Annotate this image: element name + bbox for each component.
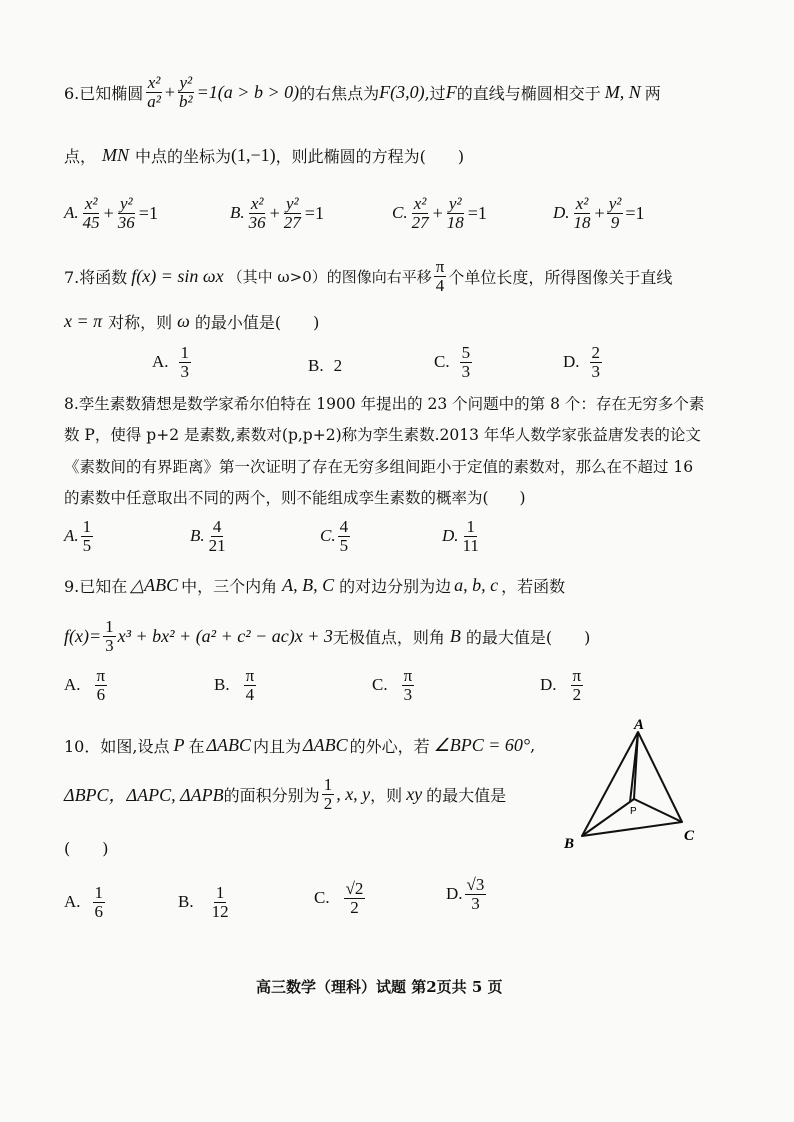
segment-cp — [634, 799, 682, 822]
vertex-a-label: A — [634, 717, 645, 733]
q7-line2: x = π 对称，则 ω 的最小值是( ) — [64, 311, 320, 332]
q6-option-a[interactable]: A. $\frac{\text{x²}}{45}$ + $\frac{\text{y²}}{36}$ =1 — [64, 194, 158, 232]
page-footer: 高三数学（理科）试题 第2页共 5 页 — [256, 978, 503, 996]
triangle-figure — [556, 714, 706, 856]
q7-option-b[interactable]: B. 2 — [308, 356, 343, 375]
q7-option-c[interactable]: C. $\frac{5}{3}$ — [434, 343, 471, 381]
q10-line1: 10．如图,设点 P 在 ΔABC 内且为 ΔABC 的外心，若 ∠BPC = 60° , — [64, 735, 536, 756]
q8-line4: 的素数中任意取出不同的两个，则不能组成孪生素数的概率为( ) — [64, 489, 526, 507]
q8-line1: 8.孪生素数猜想是数学家希尔伯特在 1900 年提出的 23 个问题中的第 8 个：存在无穷多个素 — [64, 395, 705, 413]
q8-option-b[interactable]: B. $\frac{4}{21}$ — [190, 517, 226, 555]
q6-y2-over-b2: $\frac{\text{y²}}{\text{b²}}$ — [179, 73, 193, 111]
q7-option-d[interactable]: D. $\frac{2}{3}$ — [563, 343, 601, 381]
q9-option-d[interactable]: D. $\frac{\pi}{2}$ — [540, 666, 582, 704]
q6-line2: 点， MN 中点的坐标为 (1,−1) ，则此椭圆的方程为( ) — [64, 145, 465, 166]
q7-line1: 7.将函数 f(x) = sin ωx （其中 ω>0）的图像向右平移 $\frac{\pi}{4}$ 个单位长度，所得图像关于直线 — [64, 257, 673, 295]
q8-line3: 《素数间的有界距离》第一次证明了存在无穷多组间距小于定值的素数对，那么在不超过 16 — [64, 458, 694, 476]
q6-option-b[interactable]: B. $\frac{\text{x²}}{36}$ + $\frac{\text{y²}}{27}$ =1 — [230, 194, 324, 232]
q8-line2: 数 P，使得 p+2 是素数,素数对(p,p+2)称为孪生素数.2013 年华人数学家张益唐发表的论文 — [64, 426, 701, 444]
point-p-label: P — [630, 806, 637, 817]
q8-option-c[interactable]: C. $\frac{4}{5}$ — [320, 517, 349, 555]
q10-line2: ΔBPC，ΔAPC, ΔAPB 的面积分别为 $\frac{1}{2}$ , x, y ，则 xy 的最大值是 — [64, 775, 507, 813]
q9-option-c[interactable]: C. $\frac{\pi}{3}$ — [372, 666, 413, 704]
q10-option-a[interactable]: A. $\frac{1}{6}$ — [64, 883, 104, 921]
q8-option-a[interactable]: A. $\frac{1}{5}$ — [64, 517, 92, 555]
q10-option-c[interactable]: C. $\frac{√2}{2}$ — [314, 879, 364, 917]
q7-option-a[interactable]: A. $\frac{1}{3}$ — [152, 343, 190, 381]
vertex-c-label: C — [684, 828, 695, 844]
q10-option-b[interactable]: B. $\frac{1}{12}$ — [178, 883, 229, 921]
q9-line1: 9.已知在 △ABC 中，三个内角 A, B, C 的对边分别为边 a, b, c ，若函数 — [64, 575, 566, 596]
q10-line3: ( ) — [64, 839, 109, 858]
q6-option-d[interactable]: D. $\frac{\text{x²}}{18}$ + $\frac{\text{y²}}{9}$ =1 — [553, 194, 645, 232]
q10-option-d[interactable]: D. $\frac{√3}{3}$ — [446, 875, 485, 913]
q6-line1: 6.已知椭圆 $\frac{\text{x²}}{\text{a²}}$ + $\frac{\text{y²}}{\text{b²}}$ =1(a > b > 0) 的右焦点为 F(3,0) ,过 F 的直线与椭圆相交于 M, N 两 — [64, 73, 661, 111]
q9-option-a[interactable]: A. $\frac{\pi}{6}$ — [64, 666, 106, 704]
q9-line2: f(x)= $\frac{1}{3}$ x³ + bx² + (a² + c² − ac)x + 3 无极值点，则角 B 的最大值是( ) — [64, 617, 591, 655]
q6-option-c[interactable]: C. $\frac{\text{x²}}{27}$ + $\frac{\text{y²}}{18}$ =1 — [392, 194, 487, 232]
q9-option-b[interactable]: B. $\frac{\pi}{4}$ — [214, 666, 255, 704]
q6-x2-over-a2: $\frac{\text{x²}}{\text{a²}}$ — [147, 73, 161, 111]
vertex-b-label: B — [564, 836, 575, 852]
q8-option-d[interactable]: D. $\frac{1}{11}$ — [442, 517, 479, 555]
